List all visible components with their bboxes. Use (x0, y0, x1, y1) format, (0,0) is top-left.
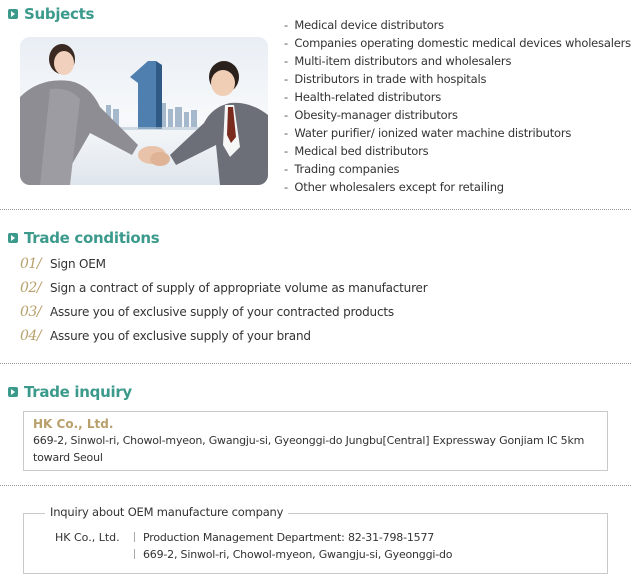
list-item: - Trading companies (284, 160, 631, 178)
condition-text: Sign OEM (50, 257, 106, 271)
list-item: - Other wholesalers except for retailing (284, 178, 631, 196)
trade-conditions-title: Trade conditions (24, 229, 160, 247)
list-item: - Multi-item distributors and wholesalers (284, 52, 631, 70)
condition-row (20, 325, 311, 347)
trade-inquiry-box (23, 411, 608, 471)
list-item: - Water purifier/ ionized water machine distributors (284, 124, 631, 142)
subjects-title: Subjects (24, 5, 95, 23)
oem-inquiry-box (23, 505, 608, 574)
subjects-heading (8, 4, 94, 24)
oem-inquiry-legend: Inquiry about OEM manufacture company (45, 505, 288, 519)
oem-address: 669-2, Sinwol-ri, Chowol-myeon, Gwangju-si, Gyeonggi-do (134, 548, 452, 561)
section-divider (0, 363, 631, 364)
list-item: - Medical device distributors (284, 16, 631, 34)
trade-inquiry-title: Trade inquiry (24, 383, 132, 401)
condition-row (20, 253, 106, 275)
condition-text: Sign a contract of supply of appropriate volume as manufacturer (50, 281, 428, 295)
section-divider (0, 209, 631, 210)
oem-company-name: HK Co., Ltd. (55, 531, 120, 544)
trade-inquiry-heading (8, 382, 132, 402)
condition-text: Assure you of exclusive supply of your contracted products (50, 305, 394, 319)
condition-number: 02/ (20, 280, 42, 296)
condition-text: Assure you of exclusive supply of your brand (50, 329, 311, 343)
company-name: HK Co., Ltd. (33, 417, 114, 431)
condition-number: 03/ (20, 304, 42, 320)
condition-row (20, 277, 427, 299)
trade-conditions-heading (8, 228, 159, 248)
arrow-bullet-icon (8, 233, 18, 243)
arrow-bullet-icon (8, 9, 18, 19)
arrow-bullet-icon (8, 387, 18, 397)
list-item: - Medical bed distributors (284, 142, 631, 160)
company-address: 669-2, Sinwol-ri, Chowol-myeon, Gwangju-si, Gyeonggi-do Jungbu[Central] Expressway Gonjiam IC 5km toward Seoul (33, 434, 585, 464)
subjects-list (284, 16, 631, 196)
list-item: - Obesity-manager distributors (284, 106, 631, 124)
list-item: - Health-related distributors (284, 88, 631, 106)
list-item: - Distributors in trade with hospitals (284, 70, 631, 88)
handshake-illustration (20, 37, 268, 185)
condition-row (20, 301, 394, 323)
handshake-hero-image (20, 37, 268, 185)
oem-department: Production Management Department: 82-31-798-1577 (134, 531, 434, 544)
list-item: - Companies operating domestic medical devices wholesalers (284, 34, 631, 52)
condition-number: 04/ (20, 328, 42, 344)
section-divider (0, 485, 631, 486)
condition-number: 01/ (20, 256, 42, 272)
